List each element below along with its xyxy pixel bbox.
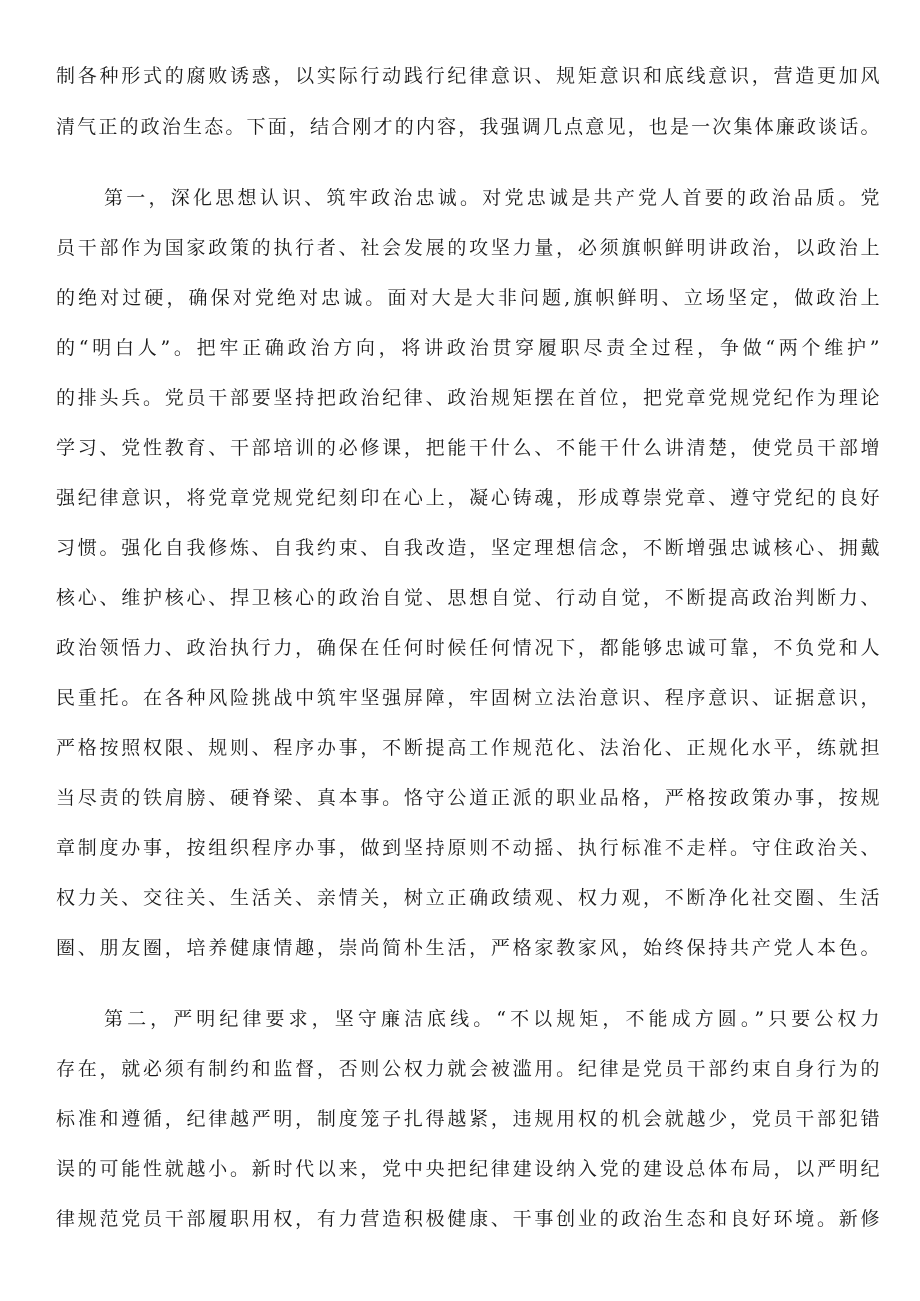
text-line: 权力关、交往关、生活关、亲情关，树立正确政绩观、权力观，不断净化社交圈、生活 [56,887,880,909]
text-line: 的“明白人”。把牢正确政治方向，将讲政治贯穿履职尽责全过程，争做“两个维护” [56,337,880,359]
text-line: 章制度办事，按组织程序办事，做到坚持原则不动摇、执行标准不走样。守住政治关、 [56,837,880,859]
text-line: 学习、党性教育、干部培训的必修课，把能干什么、不能干什么讲清楚，使党员干部增 [56,437,880,459]
text-line: 政治领悟力、政治执行力，确保在任何时候任何情况下，都能够忠诚可靠，不负党和人 [56,637,880,659]
paragraph-first-line: 第二，严明纪律要求，坚守廉洁底线。“不以规矩，不能成方圆。”只要公权力 [104,1008,880,1030]
text-line: 习惯。强化自我修炼、自我约束、自我改造，坚定理想信念，不断增强忠诚核心、拥戴 [56,537,880,559]
text-line: 误的可能性就越小。新时代以来，党中央把纪律建设纳入党的建设总体布局，以严明纪 [56,1158,880,1180]
text-line: 律规范党员干部履职用权，有力营造积极健康、干事创业的政治生态和良好环境。新修 [56,1208,880,1230]
paragraph-first-line: 第一，深化思想认识、筑牢政治忠诚。对党忠诚是共产党人首要的政治品质。党 [104,187,880,209]
text-line: 强纪律意识，将党章党规党纪刻印在心上，凝心铸魂，形成尊崇党章、遵守党纪的良好 [56,487,880,509]
text-line: 民重托。在各种风险挑战中筑牢坚强屏障，牢固树立法治意识、程序意识、证据意识， [56,687,880,709]
text-line: 的排头兵。党员干部要坚持把政治纪律、政治规矩摆在首位，把党章党规党纪作为理论 [56,387,880,409]
text-line: 严格按照权限、规则、程序办事，不断提高工作规范化、法治化、正规化水平，练就担 [56,737,880,759]
text-line: 标准和遵循，纪律越严明，制度笼子扎得越紧，违规用权的机会就越少，党员干部犯错 [56,1108,880,1130]
text-line: 当尽责的铁肩膀、硬脊梁、真本事。恪守公道正派的职业品格，严格按政策办事，按规 [56,787,880,809]
text-line: 存在，就必须有制约和监督，否则公权力就会被滥用。纪律是党员干部约束自身行为的 [56,1058,880,1080]
text-line: 员干部作为国家政策的执行者、社会发展的攻坚力量，必须旗帜鲜明讲政治，以政治上 [56,237,880,259]
text-line: 清气正的政治生态。下面，结合刚才的内容，我强调几点意见，也是一次集体廉政谈话。 [56,116,880,138]
text-line: 圈、朋友圈，培养健康情趣，崇尚简朴生活，严格家教家风，始终保持共产党人本色。 [56,937,880,959]
text-line: 的绝对过硬，确保对党绝对忠诚。面对大是大非问题,旗帜鲜明、立场坚定，做政治上 [56,287,880,309]
text-line: 制各种形式的腐败诱惑，以实际行动践行纪律意识、规矩意识和底线意识，营造更加风 [56,65,880,87]
text-line: 核心、维护核心、捍卫核心的政治自觉、思想自觉、行动自觉，不断提高政治判断力、 [56,587,880,609]
